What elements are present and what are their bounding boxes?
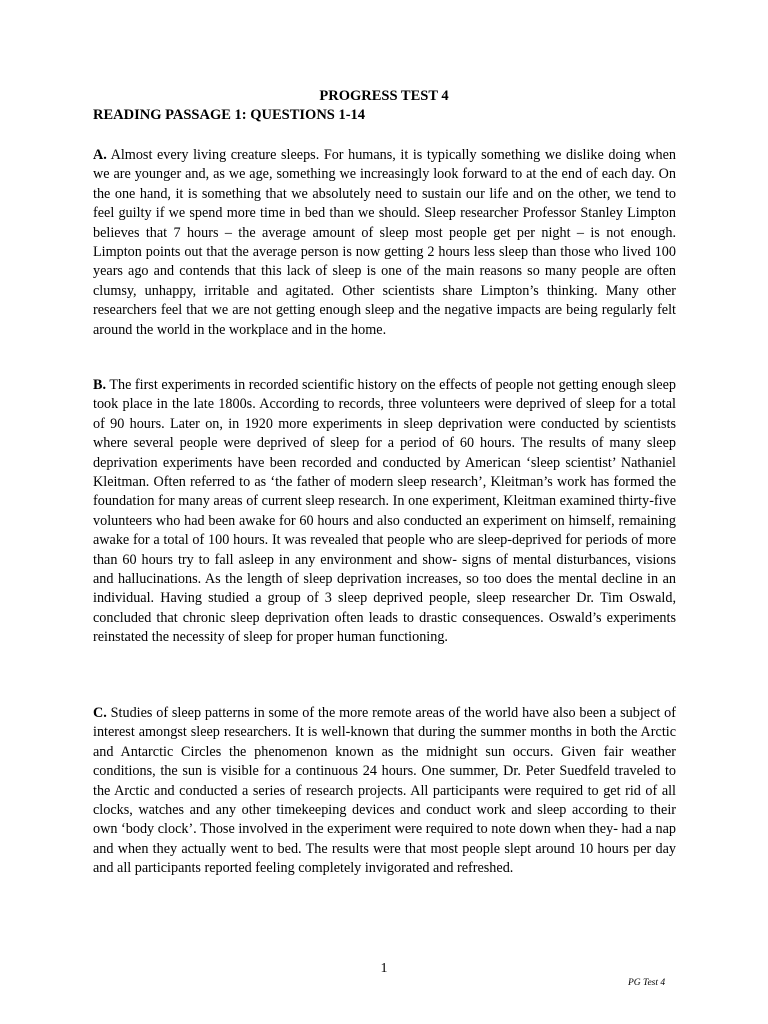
page-title: PROGRESS TEST 4 xyxy=(319,88,449,104)
paragraph-c xyxy=(93,704,676,879)
page-number: 1 xyxy=(380,961,388,976)
paragraph-a xyxy=(93,146,676,340)
paragraph-text: Studies of sleep patterns in some of the more remote areas of the world have also been a subject of interest amongst sleep researchers. It is well-known that during the summer months in both the Arctic and Antarctic Circles the phenomenon known as the midnight sun occurs. Given fair weather conditions, the sun is visible for a continuous 24 hours. One summer, Dr. Peter Suedfeld traveled to the Arctic and conducted a series of research projects. All participants were required to get rid of all clocks, watches and any other timekeeping devices and conduct work and sleep according to their own ‘body clock’. Those involved in the experiment were required to note down when they- had a nap and when they actually went to bed. The results were that most people slept around 10 hours per day and all participants reported feeling completely invigorated and refreshed. xyxy=(93,705,676,877)
paragraph-b xyxy=(93,376,676,648)
paragraph-text: Almost every living creature sleeps. For humans, it is typically something we dislike doing when we are younger and, as we age, something we increasingly look forward to at the end of each day. On the one hand, it is something that we absolutely need to sustain our life and on the other, we tend to feel guilty if we spend more time in bed than we should. Sleep researcher Professor Stanley Limpton believes that 7 hours – the average amount of sleep most people get per night – is not enough. Limpton points out that the average person is now getting 2 hours less sleep than those who lived 100 years ago and contends that this lack of sleep is one of the main reasons so many people are often clumsy, unhappy, irritable and agitated. Other scientists share Limpton’s thinking. Many other researchers feel that we are not getting enough sleep and the negative impacts are being regularly felt around the world in the workplace and in the home. xyxy=(93,147,677,338)
paragraph-letter: C. xyxy=(93,705,107,721)
paragraph-letter: A. xyxy=(93,147,107,163)
footer-label: PG Test 4 xyxy=(628,978,666,988)
section-subtitle: READING PASSAGE 1: QUESTIONS 1-14 xyxy=(93,107,366,123)
paragraph-letter: B. xyxy=(93,377,107,393)
paragraph-text: The first experiments in recorded scientific history on the effects of people not getting enough sleep took place in the late 1800s. According to records, three volunteers were deprived of sleep for a total of 90 hours. Later on, in 1920 more experiments in sleep deprivation were conducted by scientists where several people were deprived of sleep for a period of 60 hours. The results of many sleep deprivation experiments have been recorded and conducted by American ‘sleep scientist’ Nathaniel Kleitman. Often referred to as ‘the father of modern sleep research’, Kleitman’s work has formed the foundation for many areas of current sleep research. In one experiment, Kleitman examined thirty-five volunteers who had been awake for 60 hours and also conducted an experiment on himself, remaining awake for a total of 100 hours. It was revealed that people who are sleep-deprived for periods of more than 60 hours try to fall asleep in any environment and show- signs of mental disturbances, visions and hallucinations. As the length of sleep deprivation increases, so too does the mental decline in an individual. Having studied a group of 3 sleep deprived people, sleep researcher Dr. Tim Oswald, concluded that chronic sleep deprivation often leads to drastic consequences. Oswald’s experiments reinstated the necessity of sleep for proper human functioning. xyxy=(93,377,676,646)
